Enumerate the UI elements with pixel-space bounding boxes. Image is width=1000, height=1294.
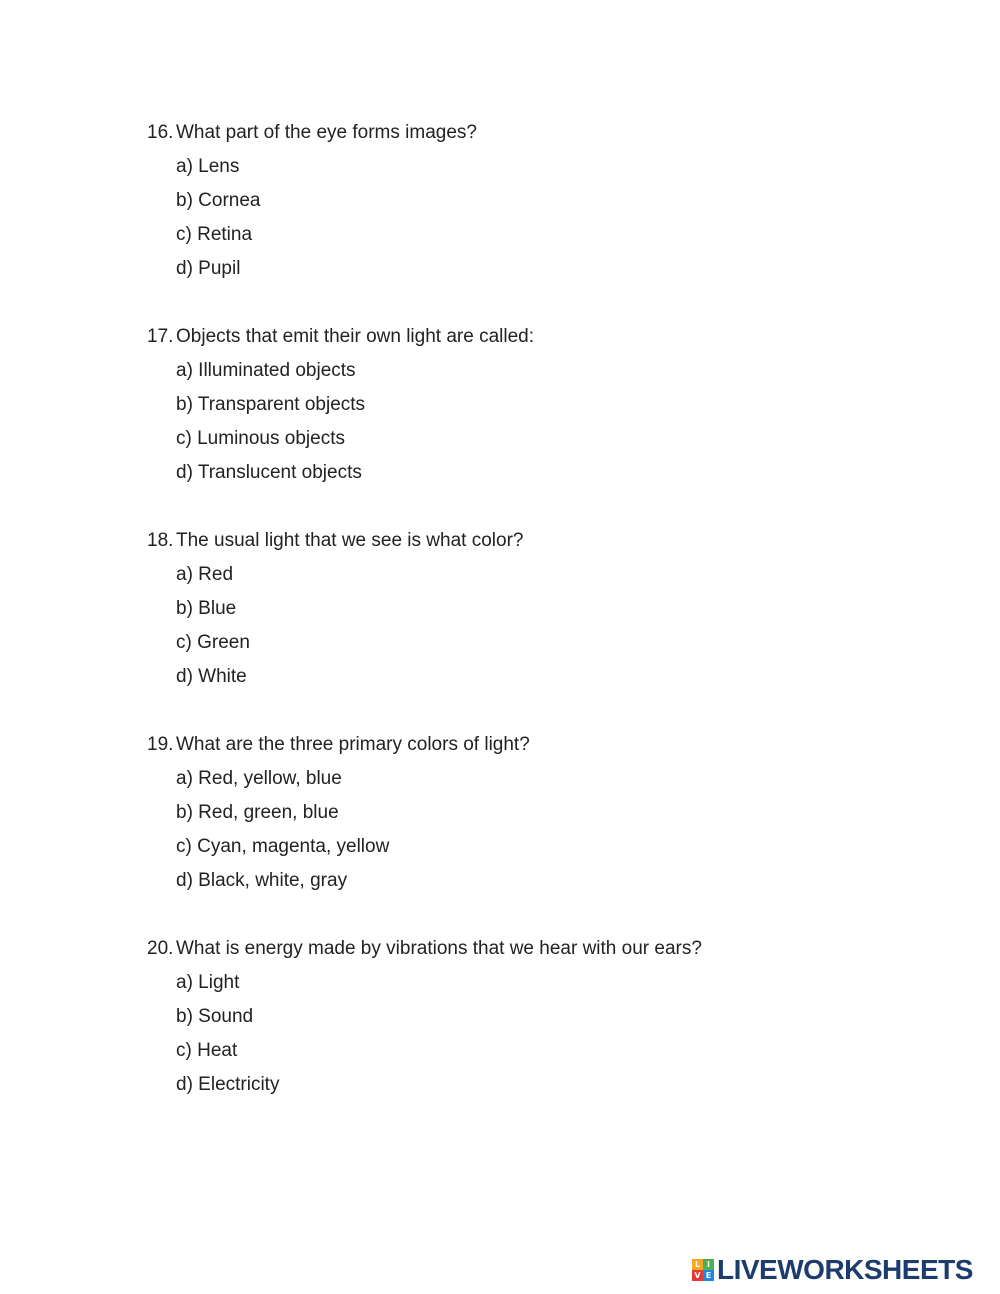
option-b[interactable]: b) Sound: [176, 1006, 254, 1027]
logo-letter-l: L: [692, 1259, 703, 1270]
quiz-section: [147, 116, 947, 1136]
option-a[interactable]: a) Illuminated objects: [176, 360, 356, 381]
question-number: 16.: [147, 122, 174, 143]
option-b[interactable]: b) Transparent objects: [176, 394, 366, 415]
logo-letter-v: V: [692, 1270, 703, 1281]
logo-icon: [692, 1259, 714, 1281]
question-18: [147, 524, 947, 694]
option-b[interactable]: b) Cornea: [176, 190, 261, 211]
question-text: Objects that emit their own light are called:: [176, 326, 535, 347]
option-d[interactable]: d) Electricity: [176, 1074, 280, 1095]
option-b[interactable]: b) Blue: [176, 598, 237, 619]
option-a[interactable]: a) Red: [176, 564, 234, 585]
options-list: [147, 558, 947, 694]
option-b[interactable]: b) Red, green, blue: [176, 802, 339, 823]
option-d[interactable]: d) Black, white, gray: [176, 870, 348, 891]
options-list: [147, 762, 947, 898]
question-number: 19.: [147, 734, 174, 755]
option-c[interactable]: c) Heat: [176, 1040, 238, 1061]
question-text: The usual light that we see is what color?: [176, 530, 524, 551]
logo-text: LIVEWORKSHEETS: [717, 1254, 973, 1285]
question-line: [147, 728, 947, 762]
question-17: [147, 320, 947, 490]
logo-letter-e: E: [703, 1270, 714, 1281]
question-line: [147, 524, 947, 558]
question-20: [147, 932, 947, 1102]
option-d[interactable]: d) Translucent objects: [176, 462, 362, 483]
option-d[interactable]: d) White: [176, 666, 247, 687]
question-line: [147, 932, 947, 966]
question-19: [147, 728, 947, 898]
liveworksheets-logo: [692, 1255, 973, 1285]
option-a[interactable]: a) Light: [176, 972, 240, 993]
question-number: 18.: [147, 530, 174, 551]
question-line: [147, 320, 947, 354]
question-text: What is energy made by vibrations that we hear with our ears?: [176, 938, 702, 959]
question-number: 17.: [147, 326, 174, 347]
options-list: [147, 354, 947, 490]
question-text: What part of the eye forms images?: [176, 122, 477, 143]
option-c[interactable]: c) Luminous objects: [176, 428, 345, 449]
question-number: 20.: [147, 938, 174, 959]
option-a[interactable]: a) Lens: [176, 156, 240, 177]
option-c[interactable]: c) Retina: [176, 224, 253, 245]
options-list: [147, 966, 947, 1102]
option-a[interactable]: a) Red, yellow, blue: [176, 768, 342, 789]
question-text: What are the three primary colors of light?: [176, 734, 530, 755]
logo-letter-i: I: [703, 1259, 714, 1270]
option-c[interactable]: c) Green: [176, 632, 250, 653]
option-d[interactable]: d) Pupil: [176, 258, 241, 279]
question-line: [147, 116, 947, 150]
question-16: [147, 116, 947, 286]
options-list: [147, 150, 947, 286]
option-c[interactable]: c) Cyan, magenta, yellow: [176, 836, 390, 857]
